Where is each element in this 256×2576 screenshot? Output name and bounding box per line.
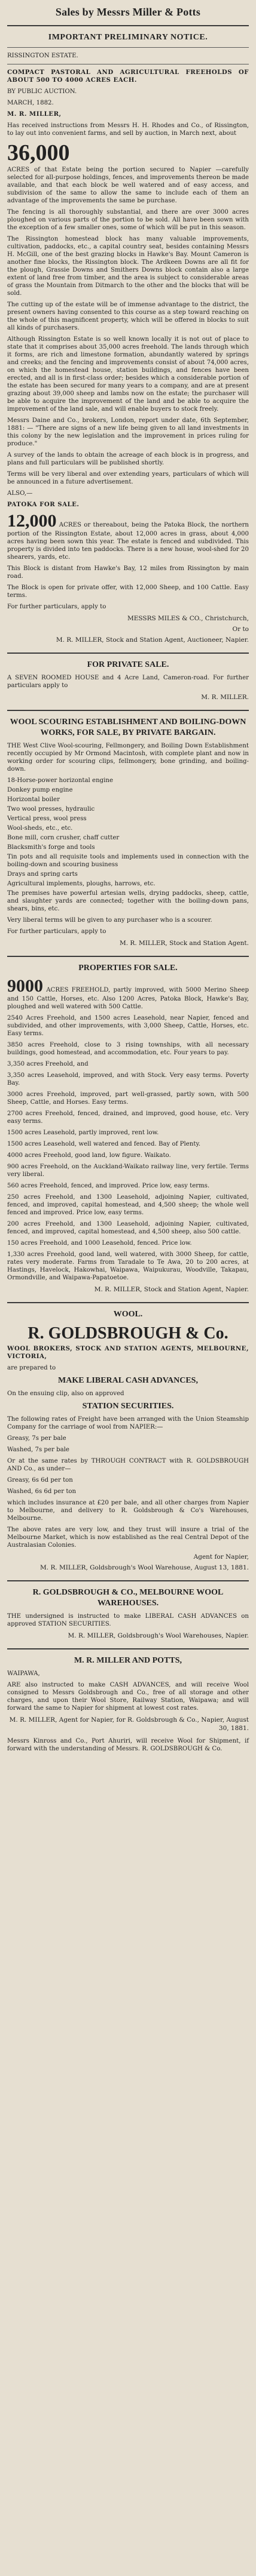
drays: Drays and spring carts [7,871,78,878]
acres-9000-block [7,977,249,1011]
west-clive: THE West Clive Wool-scouring, Fellmongery, and Boiling Down Establishment recently occupied by Mr Ormond Macintosh, with complete plant and now in working order for scouring clips, fellmongery, bone grinding, and boiling-down. [7,743,249,773]
are-instructed: ARE also instructed to make CASH ADVANCES, and will receive Wool consigned to Messrs Goldsbrough and Co., free of all storage and other charges, and upon their Wool Store, Railway Station, Waipawa; and will forward the same to Napier for shipment at lowest cost rates. [7,1682,249,1712]
bone-mill: Bone mill, corn crusher, chaff cutter [7,835,120,841]
acres-3850: 3850 acres Freehold, close to 3 rising townships, with all necessary buildings, good homestead, and accommodation, etc. Four years to pay. [7,1042,249,1056]
horizontal-boiler: Horizontal boiler [7,796,60,803]
prepared-to: are prepared to [7,1365,56,1371]
miles-and-co: MESSRS MILES & CO., Christchurch, [127,615,249,622]
acres-1500b: 1500 acres Leasehold, well watered and fenced. Bay of Plenty. [7,1141,201,1147]
compact-pastoral: COMPACT PASTORAL AND AGRICULTURAL FREEHOLDS OF ABOUT 500 TO 4000 ACRES EACH. [7,69,249,84]
through-contract: Or at the same rates by THROUGH CONTRACT with R. GOLDSBROUGH AND Co., as under— [7,1458,249,1472]
miller-and-potts: M. R. MILLER AND POTTS, [74,1656,182,1665]
station-securities: STATION SECURITIES. [82,1402,174,1411]
tin-pots: Tin pots and all requisite tools and implements used in connection with the boiling-down and scouring business [7,854,249,868]
properties-section [7,963,249,1294]
survey-paragraph: A survey of the lands to obtain the acreage of each block is in progress, and plans and full particulars will be published shortly. [7,452,249,466]
miller-name: M. R. MILLER, [7,110,62,118]
horse-power: 18-Horse-power horizontal engine [7,777,114,784]
goldsbrough-co: R. GOLDSBROUGH & CO., MELBOURNE WOOL WAREHOUSES. [32,1588,224,1608]
patoka-text: ACRES or thereabout, being the Patoka Block, the northern portion of the Rissington Estate, about 12,000 acres in grass, about 4,000 acres having been sown this year. The estate is fenced and subdivided. This property is divided into ten paddocks. There is a new house, wool-shed for 20 shearers, yards, etc. [7,522,249,561]
donkey-pump: Donkey pump engine [7,787,73,793]
wool-scouring-heading: WOOL SCOURING ESTABLISHMENT AND BOILING-DOWN WORKS, FOR SALE, BY PRIVATE BARGAIN. [10,718,246,737]
sales-section [7,5,249,644]
acres-3350b: 3,350 acres Leasehold, improved, and with Stock. Very easy terms. Poverty Bay. [7,1072,249,1087]
greasy: Greasy, 7s per bale [7,1435,66,1442]
above-rates: The above rates are very low, and they trust will insure a trial of the Melbourne Market, which is now established as the real Central Depot of the Australasian Colonies. [7,1526,249,1549]
acres-150: 150 acres Freehold, and 1000 Leasehold, fenced. Price low. [7,1240,192,1247]
private-sale-section [7,660,249,701]
acres-9000-text: ACRES FREEHOLD, partly improved, with 5000 Merino Sheep and 150 Cattle, Horses, etc. Also 1200 Acres, Patoka Block, Hawke's Bay, ploughed and well watered with 500 Cattle. [7,987,249,1010]
acres-1500: 1500 acres Leasehold, partly improved, rent low. [7,1129,159,1136]
rule-4 [7,710,249,711]
wool-heading: WOOL. [113,1310,143,1319]
patoka-heading: PATOKA FOR SALE. [7,501,80,508]
make-liberal: MAKE LIBERAL CASH ADVANCES, [58,1376,198,1385]
rissington-estate: RISSINGTON ESTATE. [7,53,78,59]
washed-2: Washed, 6s 6d per ton [7,1488,77,1495]
wool-presses: Two wool presses, hydraulic [7,806,95,812]
miller-5: M. R. MILLER, Stock and Station Agent, Napier. [94,1286,249,1293]
homestead-paragraph: The Rissington homestead block has many valuable improvements, cultivation, paddocks, etc., a capital country seat, besides containing Messrs H. McGill, one of the best grazing blocks in Hawke's Bay. Mount Cameron is another fine blocks, the Rissington block. The Ardkeen Downs are all fit for the plough, Grassie Downs and Smithers Downs block contain also a large extent of land free from timber, and the area is subject to considerable areas of grass the Mountain from Ditmarch to the other and the blocks that will be sold. [7,236,249,297]
further-particulars-2: For further particulars, apply to [7,928,106,935]
washed: Washed, 7s per bale [7,1447,69,1453]
private-sale-heading: FOR PRIVATE SALE. [87,660,169,669]
miller-4: M. R. MILLER, Stock and Station Agent. [119,940,249,947]
very-liberal: Very liberal terms will be given to any purchaser who is a scourer. [7,917,212,924]
final-note: Messrs Kinross and Co., Port Ahuriri, will receive Wool for Shipment, if forward with the understanding of Messrs. R. GOLDSBROUGH & Co. [7,1738,249,1752]
public-auction: BY PUBLIC AUCTION. [7,88,77,95]
miller-3: M. R. MILLER. [201,694,249,701]
rule-6 [7,1302,249,1303]
on-security: On the ensuing clip, also on approved [7,1390,124,1397]
sales-heading: Sales by Messrs Miller & Potts [55,6,201,18]
acres-200: 200 acres Freehold, and 1300 Leasehold, adjoining Napier, cultivated, fenced, and improved, capital homestead, and 4,500 sheep, also 500 cattle. [7,1221,249,1235]
or-to-1: Or to [232,626,249,633]
acreage-12000: 12,000 [7,511,57,531]
miller-potts-section [7,1655,249,1753]
miller-8: M. R. MILLER, Agent for Napier, for R. Goldsbrough & Co., Napier, August 30, 1881. [9,1716,249,1732]
greasy-2: Greasy, 6s 6d per ton [7,1477,73,1484]
patoka-bought: The Block is open for private offer, with 12,000 Sheep, and 100 Cattle. Easy terms. [7,584,249,599]
rule-8 [7,1648,249,1649]
fencing-paragraph: The fencing is all thoroughly substantial, and there are over 3000 acres ploughed on various parts of the portion to be sold. All have been sown with the exception of a few smaller ones, some of which will be put in this season. [7,209,249,231]
patoka-distance: This Block is distant from Hawke's Bay, 12 miles from Rissington by main road. [7,565,249,580]
acres-2540: 2540 Acres Freehold, and 1500 acres Leasehold, near Napier, fenced and subdivided, and other improvements, with 3,000 Sheep, Cattle, Horses, etc. Easy terms. [7,1015,249,1037]
top-rule [7,25,249,26]
woolsheds: Wool-sheds, etc., etc. [7,825,73,832]
goldsbrough-section [7,1587,249,1640]
acreage-tail: ACRES of that Estate being the portion secured to Napier —carefully selected for all-purpose holdings, fences, and improvements thereon be made available, and that each block be well watered and of easy access, and subdivision of the same to allow the same to include each of them an advantage of the improvements the same be purchase. [7,167,249,204]
undersigned: THE undersigned is instructed to make LIBERAL CASH ADVANCES on approved STATION SECURITIES. [7,1613,249,1627]
wool-scouring-section [7,717,249,947]
blacksmith: Blacksmith's forge and tools [7,844,95,851]
which-includes: which includes insurance at £20 per bale, and all other charges from Napier to Melbourne, and delivery to R. Goldsbrough & Co's Warehouses, Melbourne. [7,1500,249,1522]
rule-7 [7,1580,249,1581]
agent-napier: Agent for Napier, [193,1553,249,1561]
miller-6: M. R. MILLER, Goldsbrough's Wool Warehouse, August 13, 1881. [40,1564,249,1571]
miller-stock: M. R. MILLER, Stock and Station Agent, Auctioneer, Napier. [56,636,249,644]
rule-1 [7,47,249,48]
goldsbrough-sub: WOOL BROKERS, STOCK AND STATION AGENTS, MELBOURNE, VICTORIA, [7,1345,249,1360]
acres-2700: 2700 acres Freehold, fenced, drained, and improved, good house, etc. Very easy terms. [7,1110,249,1125]
acres-1330: 1,330 acres Freehold, good land, well watered, with 3000 Sheep, for cattle, rates very moderate. Farms from Taradale to Te Awa, 20 to 200 acres, at Hastings, Havelock, Hakowhai, Waipawa, Waipukurau, Woodville, Takapau, Ormondville, and Waipawa-Papatoetoe. [7,1251,249,1281]
rule-3 [7,653,249,654]
acres-250: 250 acres Freehold, and 1300 Leasehold, adjoining Napier, cultivated, fenced, and improved, capital homestead, and 4,500 sheep; the whole well fenced and improved. Price low, easy terms. [7,1194,249,1216]
miller-7: M. R. MILLER, Goldsbrough's Wool Warehouses, Napier. [68,1632,249,1639]
messrs-paragraph: Messrs Daine and Co., brokers, London, report under date, 6th September, 1881: — "There are signs of a new life being given to all land investments in this colony by the new legislation and the improvement in prices ruling for produce." [7,417,249,447]
acres-3000: 3000 acres Freehold, improved, part well-grassed, partly sown, with 500 Sheep, Cattle, and Horses. Easy terms. [7,1091,249,1106]
further-particulars-1: For further particulars, apply to [7,604,106,610]
well-watered: The premises have powerful artesian wells, drying paddocks, sheep, cattle, and slaughter yards are connected; together with the boiling-down pans, shears, bins, etc. [7,890,249,912]
acreage-block [7,141,249,205]
agricultural: Agricultural implements, ploughs, harrows, etc. [7,881,156,887]
acres-9000: 9000 [7,976,43,996]
seven-roomed: A SEVEN ROOMED HOUSE and 4 Acre Land, Cameron-road. For further particulars apply to [7,675,249,689]
although-paragraph: Although Rissington Estate is so well known locally it is not out of place to state that it comprises about 35,000 acres freehold. The lands through which it forms, are rich and limestone formation, abundantly watered by springs and creeks; and the fencing and improvements consist of about 74,000 acres, on which the homestead house, station buildings, and fences have been erected, and all is in first-class order; besides which a considerable portion of the estate has been secured for many years to a company, and are at present grazing about 39,000 sheep and lambs now on the estate; the purchaser will be able to acquire the improvement of the land and be able to acquire the improvement of the land sale, and will enable buyers to stock freely. [7,336,249,413]
important-notice: IMPORTANT PRELIMINARY NOTICE. [48,33,208,42]
date-line: MARCH, 1882. [7,100,54,106]
vertical-press: Vertical press, wool press [7,815,87,822]
goldsbrough-title: R. GOLDSBROUGH & Co. [28,1324,228,1343]
acres-4000: 4000 acres Freehold, good land, low figure. Waikato. [7,1152,171,1159]
acres-560: 560 acres Freehold, fenced, and improved. Price low, easy terms. [7,1183,210,1189]
patoka-acreage-block [7,512,249,561]
cutting-up-paragraph: The cutting up of the estate will be of immense advantage to the district, the present owners having consented to this course as a step toward reaching on the whole of this magnificent property, which will be offered in blocks to suit all kinds of purchasers. [7,301,249,331]
spacer-8 [7,1732,249,1737]
waipawa: WAIPAWA, [7,1670,40,1677]
wool-section [7,1309,249,1572]
properties-heading: PROPERTIES FOR SALE. [78,964,178,972]
acreage-36000: 36,000 [7,140,70,165]
rule-5 [7,956,249,957]
intro-paragraph: Has received instructions from Messrs H. H. Rhodes and Co., of Rissington, to lay out into convenient farms, and sell by auction, in March next, about [7,122,249,137]
acres-900: 900 acres Freehold, on the Auckland-Waikato railway line, very fertile. Terms very liberal. [7,1164,249,1178]
also-label: ALSO,— [7,490,33,497]
acres-3350: 3,350 acres Freehold, and [7,1061,89,1067]
rates-of-freight: The following rates of Freight have been arranged with the Union Steamship Company for the carriage of wool from NAPIER:— [7,1416,249,1430]
terms-paragraph: Terms will be very liberal and over extending years, particulars of which will be announced in a future advertisement. [7,471,249,485]
